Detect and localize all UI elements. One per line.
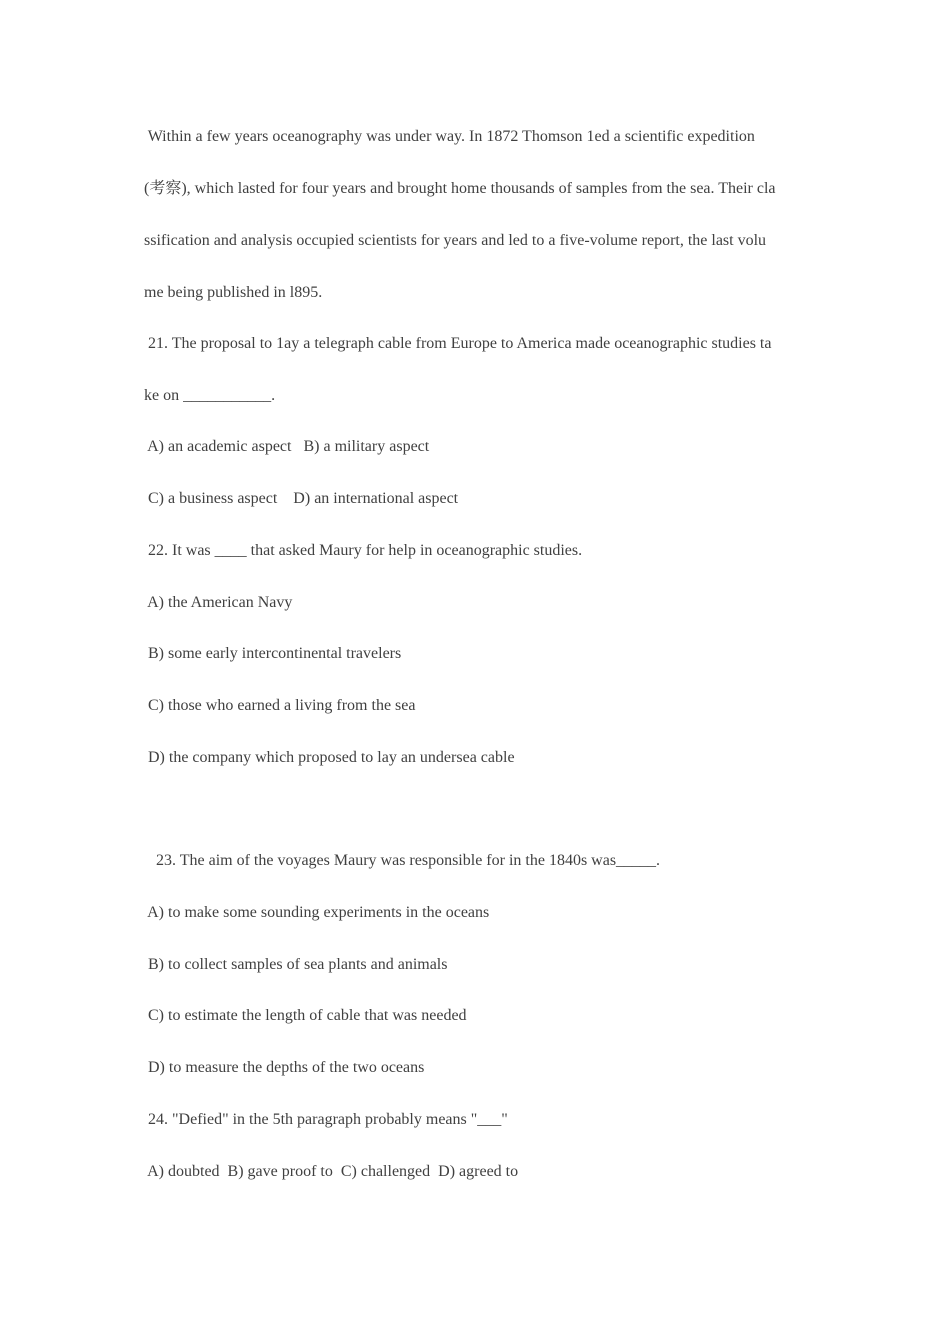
question-22-option: B) some early intercontinental travelers <box>144 645 402 662</box>
passage-line: Within a few years oceanography was under way. In 1872 Thomson 1ed a scientific expedition <box>144 128 755 145</box>
question-22-option: D) the company which proposed to lay an undersea cable <box>144 749 515 766</box>
question-21-text: 21. The proposal to 1ay a telegraph cable from Europe to America made oceanographic studies ta <box>144 335 772 352</box>
question-21-options: A) an academic aspect B) a military aspect <box>144 438 430 455</box>
question-21-text: ke on ___________. <box>144 387 276 404</box>
passage-line: me being published in l895. <box>144 284 323 301</box>
question-22-option: A) the American Navy <box>144 594 293 611</box>
question-23-option: D) to measure the depths of the two oceans <box>144 1059 425 1076</box>
question-23-text: 23. The aim of the voyages Maury was responsible for in the 1840s was_____. <box>144 852 661 869</box>
question-22-text: 22. It was ____ that asked Maury for help in oceanographic studies. <box>144 542 583 559</box>
passage-line: ssification and analysis occupied scientists for years and led to a five-volume report, the last volu <box>144 232 767 249</box>
question-23-option: C) to estimate the length of cable that was needed <box>144 1007 467 1024</box>
question-22-option: C) those who earned a living from the sea <box>144 697 416 714</box>
passage-line: (考察), which lasted for four years and brought home thousands of samples from the sea. Their cla <box>144 180 776 197</box>
question-21-options: C) a business aspect D) an international aspect <box>144 490 459 507</box>
question-24-options: A) doubted B) gave proof to C) challenged D) agreed to <box>144 1163 519 1180</box>
question-23-option: A) to make some sounding experiments in the oceans <box>144 904 490 921</box>
question-23-option: B) to collect samples of sea plants and animals <box>144 956 448 973</box>
question-24-text: 24. "Defied" in the 5th paragraph probably means "___" <box>144 1111 508 1128</box>
